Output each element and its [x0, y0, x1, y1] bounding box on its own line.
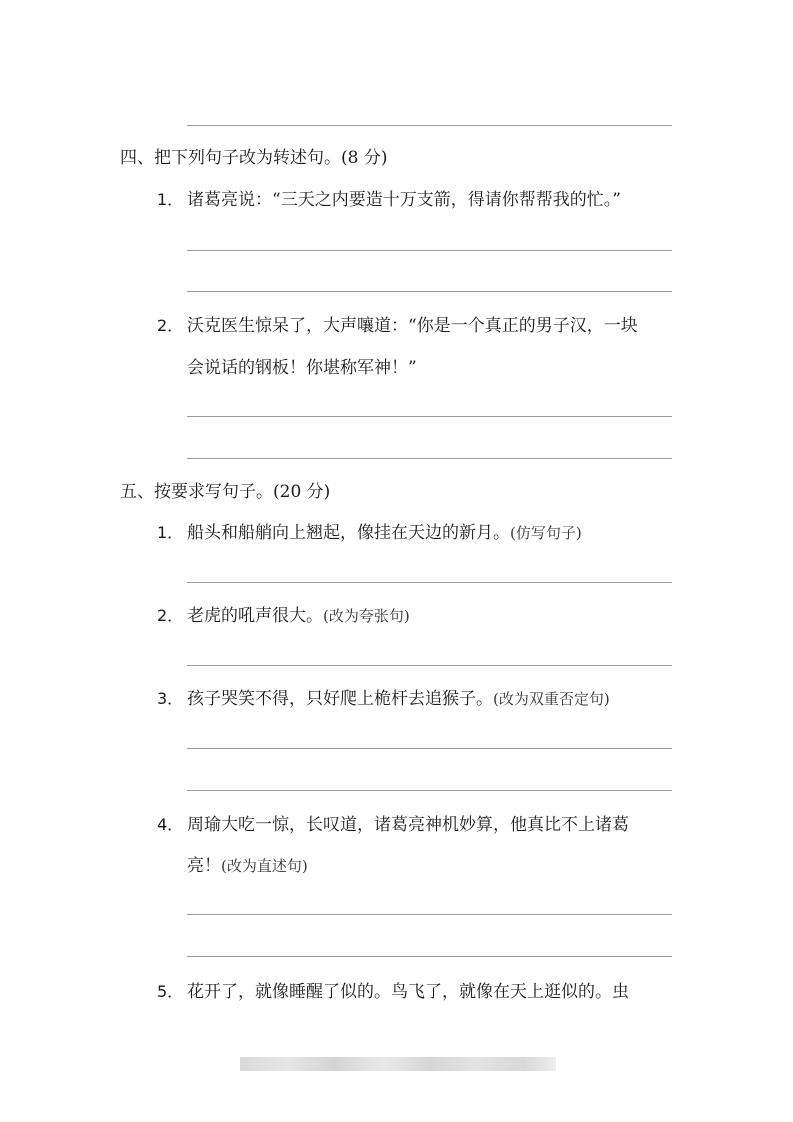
answer-line[interactable]: [187, 291, 672, 292]
answer-line[interactable]: [187, 914, 672, 915]
question-text-continued: [187, 854, 308, 878]
question-number: 4．: [157, 815, 184, 834]
question-sentence: 孩子哭笑不得，只好爬上桅杆去追猴子。: [187, 689, 493, 709]
question-text: 周瑜大吃一惊，长叹道，诸葛亮神机妙算，他真比不上诸葛: [187, 815, 629, 835]
question-sentence: 亮！: [187, 856, 221, 876]
answer-line[interactable]: [187, 458, 672, 459]
question-text: [187, 521, 582, 545]
question-text: [187, 687, 610, 711]
instruction-note: (仿写句子): [510, 524, 582, 542]
answer-line[interactable]: [187, 748, 672, 749]
question-text-continued: 会说话的钢板！你堪称军神！”: [187, 358, 417, 378]
answer-line[interactable]: [187, 956, 672, 957]
question-text: 诸葛亮说：“三天之内要造十万支箭，得请你帮帮我的忙。”: [187, 190, 621, 210]
question-number: 3．: [157, 689, 184, 708]
question-sentence: 船头和船艄向上翘起，像挂在天边的新月。: [187, 523, 510, 543]
instruction-note: (改为夸张句): [323, 607, 410, 625]
question-number: 2．: [157, 606, 184, 625]
answer-line[interactable]: [187, 250, 672, 251]
question-text: [187, 604, 410, 628]
question-number: 1．: [157, 523, 184, 542]
answer-line[interactable]: [187, 582, 672, 583]
instruction-note: (改为直述句): [221, 857, 308, 875]
section-heading: 四、把下列句子改为转述句。(8 分): [120, 148, 388, 168]
question-sentence: 老虎的吼声很大。: [187, 606, 323, 626]
question-number: 5．: [157, 982, 184, 1001]
answer-line[interactable]: [187, 665, 672, 666]
answer-line[interactable]: [187, 790, 672, 791]
instruction-note: (改为双重否定句): [493, 690, 610, 708]
section-heading: 五、按要求写句子。(20 分): [120, 482, 331, 502]
question-text: 花开了，就像睡醒了似的。鸟飞了，就像在天上逛似的。虫: [187, 982, 629, 1002]
question-number: 1．: [157, 190, 184, 209]
question-text: 沃克医生惊呆了，大声嚷道：“你是一个真正的男子汉，一块: [187, 316, 638, 336]
footer-watermark: [240, 1057, 556, 1071]
answer-line[interactable]: [187, 125, 672, 126]
answer-line[interactable]: [187, 416, 672, 417]
question-number: 2．: [157, 316, 184, 335]
